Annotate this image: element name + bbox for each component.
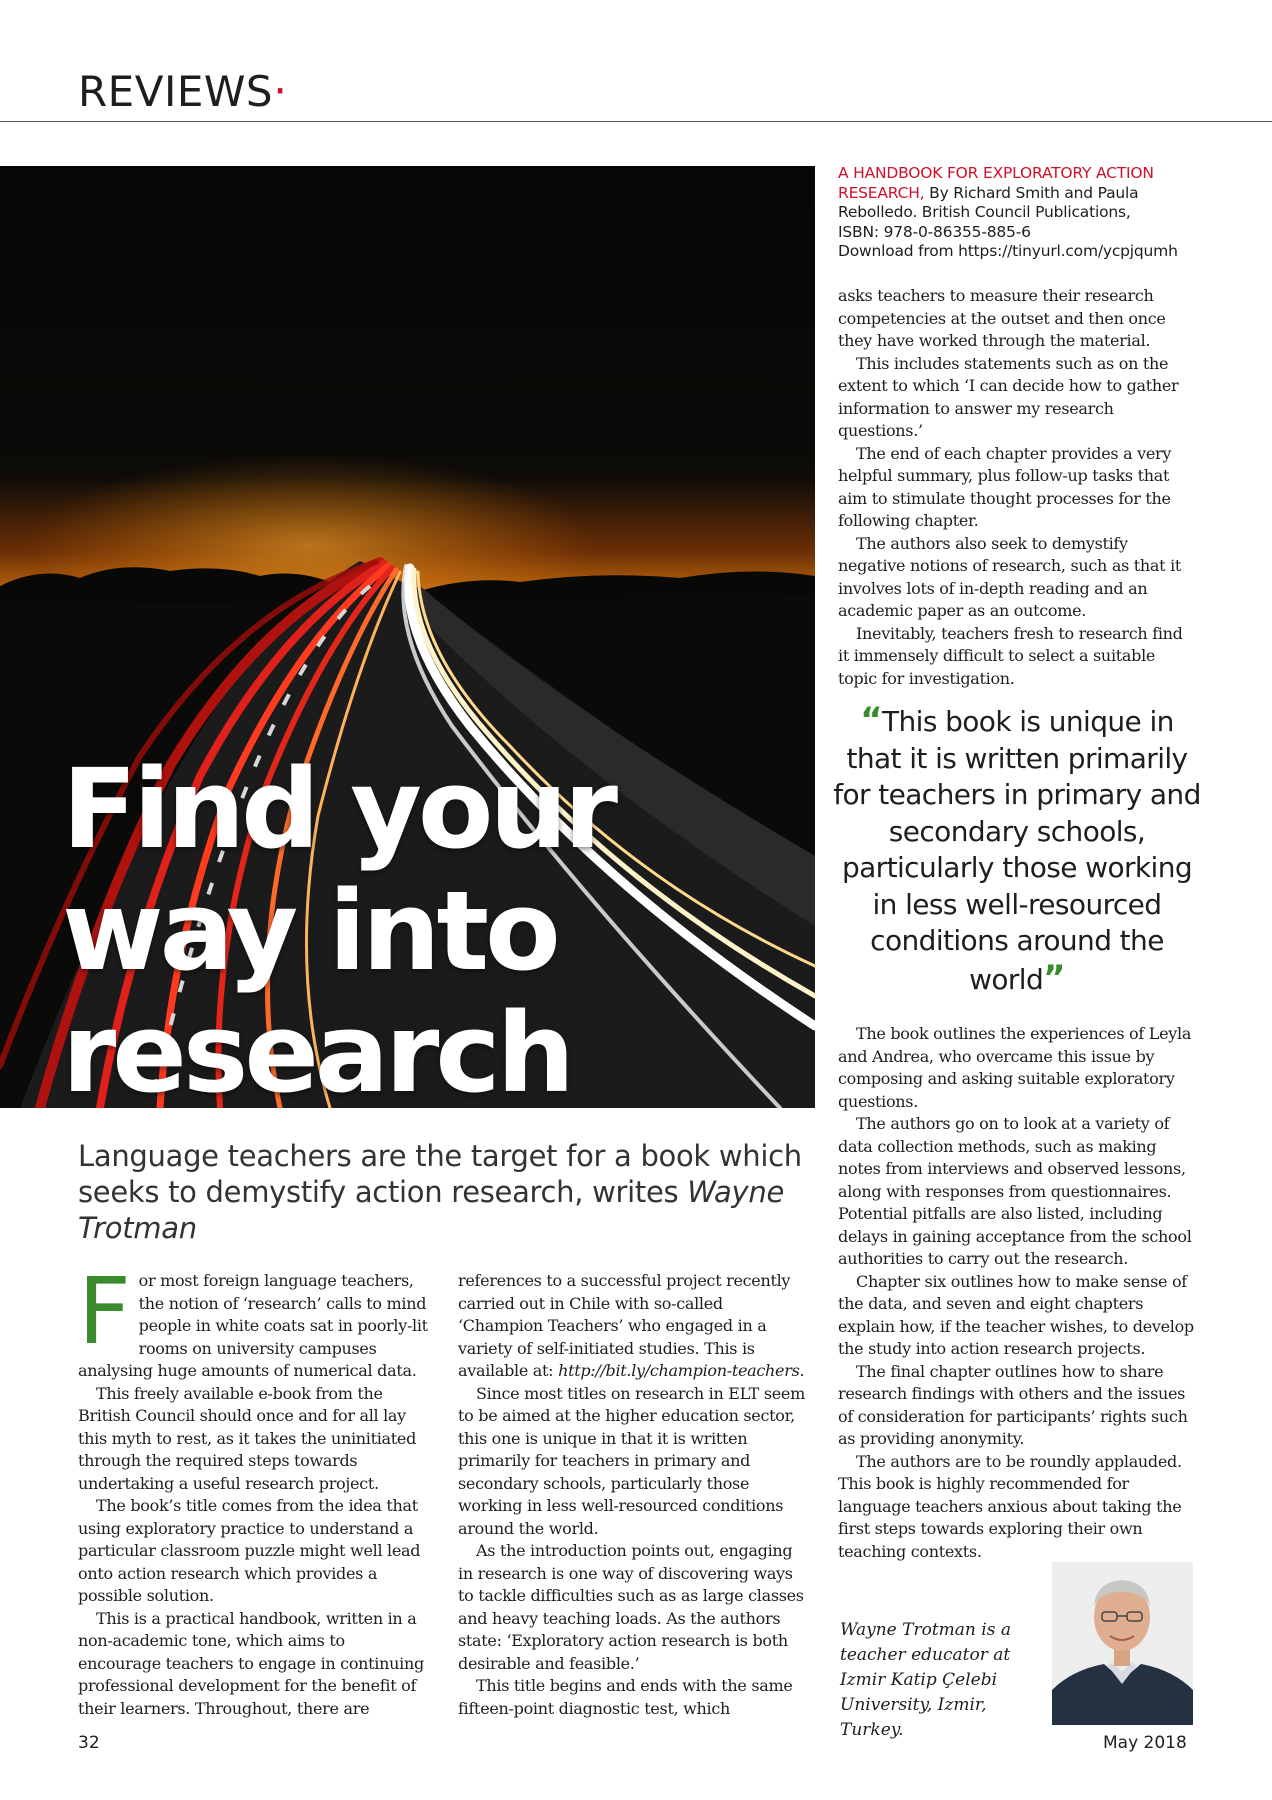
paragraph: This is a practical handbook, written in a non-academic tone, which aims to encourage teachers to engage in continuing professional development for the benefit of their learners. Throughout, there are	[78, 1608, 424, 1718]
pull-quote	[832, 702, 1202, 998]
paragraph: The authors go on to look at a variety of data collection methods, such as making notes from interviews and observed lessons, along with responses from questionnaires. Potential pitfalls are also listed, including delays in gaining acceptance from the school authorities to carry out the research.	[838, 1114, 1192, 1268]
hero-title-line: way into	[62, 867, 557, 995]
standfirst-text: Language teachers are the target for a book which seeks to demystify action research, writes	[78, 1139, 802, 1209]
book-download-link[interactable]: Download from https://tinyurl.com/ycpjqumh	[838, 242, 1178, 260]
paragraph-text: references to a successful project recently carried out in Chile with so-called ‘Champion Teachers’ who engaged in a variety of self-initiated studies. This is available at:	[458, 1271, 791, 1380]
page-number: 32	[78, 1733, 100, 1753]
drop-cap: F	[78, 1258, 131, 1365]
author-portrait-icon	[1052, 1562, 1193, 1725]
close-quote-icon: ”	[1043, 957, 1065, 998]
book-isbn: ISBN: 978-0-86355-885-6	[838, 222, 1031, 241]
paragraph: The book outlines the experiences of Leyla and Andrea, who overcame this issue by composing and asking suitable exploratory questions.	[838, 1024, 1192, 1111]
paragraph	[78, 1258, 428, 1383]
paragraph	[458, 1270, 808, 1383]
paragraph: Inevitably, teachers fresh to research find it immensely difficult to select a suitable topic for investigation.	[838, 623, 1183, 688]
champion-teachers-link[interactable]: http://bit.ly/champion-teachers.	[558, 1361, 805, 1380]
paragraph: The final chapter outlines how to share research findings with others and the issues of consideration for participants’ rights such as providing anonymity.	[838, 1361, 1188, 1448]
hero-image	[0, 166, 815, 1108]
hero-title	[62, 745, 615, 1108]
hero-title-line: Find your	[62, 745, 615, 873]
book-title: A HANDBOOK FOR EXPLORATORY ACTION RESEARCH,	[838, 164, 1154, 202]
section-label	[78, 66, 288, 117]
paragraph: asks teachers to measure their research competencies at the outset and then once they have worked through the material.	[838, 286, 1166, 350]
paragraph: This includes statements such as on the extent to which ‘I can decide how to gather information to answer my research questions.’	[838, 353, 1179, 440]
issue-date: May 2018	[1103, 1733, 1187, 1753]
header-rule	[0, 121, 1272, 122]
article-column-3-top	[838, 285, 1198, 690]
article-column-1	[78, 1258, 428, 1720]
open-quote-icon: “	[860, 700, 882, 740]
paragraph: Chapter six outlines how to make sense of the data, and seven and eight chapters explain how, if the teacher wishes, to develop the study into action research projects.	[838, 1271, 1194, 1358]
pull-quote-text: This book is unique in that it is written primarily for teachers in primary and secondary schools, particularly those working in less well-resourced conditions around the world	[833, 705, 1201, 996]
standfirst	[78, 1138, 818, 1246]
section-dot: ·	[273, 66, 288, 117]
book-info	[838, 164, 1208, 262]
paragraph: This freely available e-book from the British Council should once and for all lay this myth to rest, as it takes the uninitiated through the required steps towards undertaking a useful research project.	[78, 1383, 417, 1493]
author-bio: Wayne Trotman is a teacher educator at Izmir Katip Çelebi University, Izmir, Turkey.	[840, 1620, 1011, 1740]
article-column-3-bottom	[838, 1023, 1198, 1563]
paragraph: The book’s title comes from the idea that using exploratory practice to understand a particular classroom puzzle might well lead onto action research which provides a possible solution.	[78, 1496, 421, 1605]
paragraph: Since most titles on research in ELT seem to be aimed at the higher education sector, this one is unique in that it is written primarily for teachers in primary and secondary schools, particularly those working in less well-resourced conditions around the world.	[458, 1383, 805, 1538]
author-photo	[1052, 1562, 1193, 1725]
paragraph: The end of each chapter provides a very helpful summary, plus follow-up tasks that aim to stimulate thought processes for the following chapter.	[838, 443, 1172, 530]
paragraph-text: or most foreign language teachers, the notion of ‘research’ calls to mind people in white coats sat in poorly-lit rooms on university campuses analysing huge amounts of numerical data.	[78, 1271, 428, 1380]
paragraph: The authors also seek to demystify negative notions of research, such as that it involves lots of in-depth reading and an academic paper as an outcome.	[838, 533, 1182, 620]
book-authors: By Richard Smith and Paula Rebolledo. British Council Publications,	[838, 183, 1139, 221]
paragraph: The authors are to be roundly applauded. This book is highly recommended for language teachers anxious about taking the first steps towards exploring their own teaching contexts.	[838, 1451, 1182, 1561]
section-title: REVIEWS	[78, 67, 274, 116]
article-column-2	[458, 1270, 808, 1720]
paragraph: This title begins and ends with the same fifteen-point diagnostic test, which	[458, 1676, 793, 1718]
standfirst-author: Wayne Trotman	[78, 1175, 784, 1245]
paragraph: As the introduction points out, engaging in research is one way of discovering ways to tackle difficulties such as as large classes and heavy teaching loads. As the authors state: ‘Exploratory action research is both desirable and feasible.’	[458, 1541, 804, 1673]
hero-title-line: research	[62, 989, 571, 1108]
